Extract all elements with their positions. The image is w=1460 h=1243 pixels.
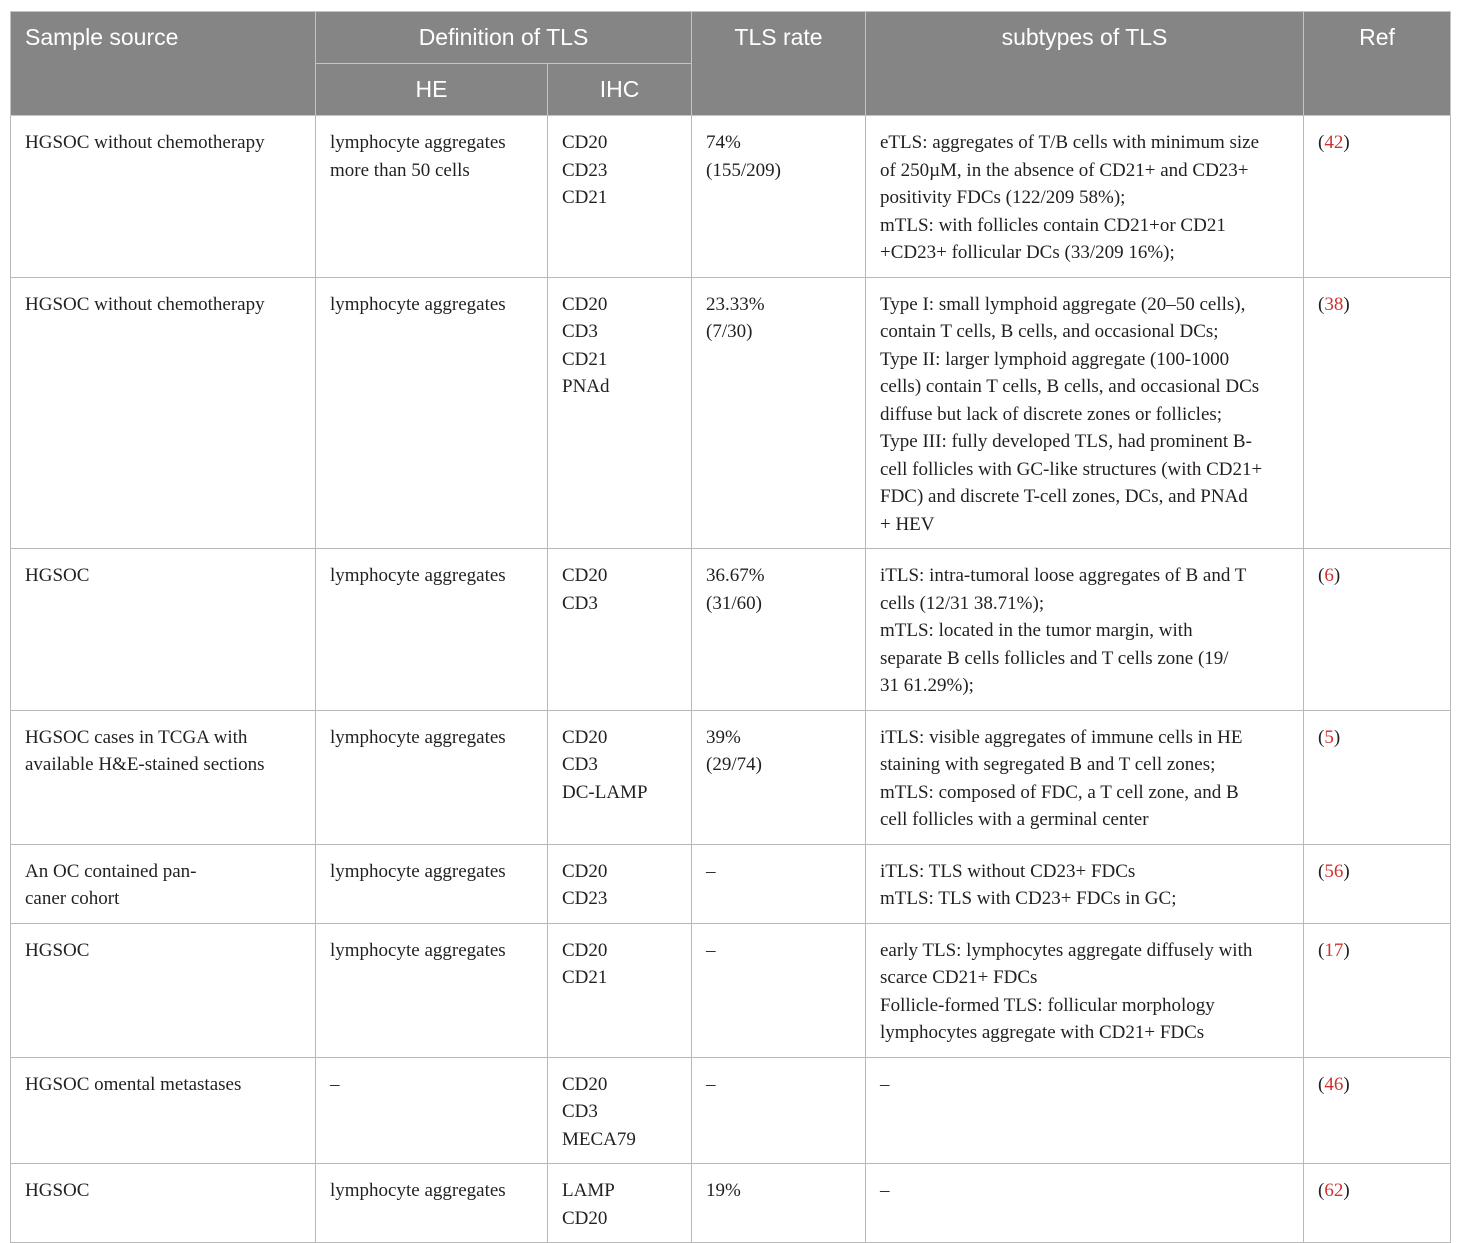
cell-he (316, 710, 548, 844)
text-line: lymphocyte aggregates (330, 726, 506, 748)
text-line: iTLS: intra-tumoral loose aggregates of B and T (880, 565, 1247, 586)
cell-sample-source (11, 710, 316, 844)
text-line: – (330, 1073, 340, 1095)
text-line: Follicle-formed TLS: follicular morphology (880, 994, 1215, 1016)
text-line: eTLS: aggregates of T/B cells with minimum size (880, 132, 1260, 153)
text-line: – (706, 860, 716, 882)
text-line: mTLS: composed of FDC, a T cell zone, and B (880, 781, 1239, 803)
cell-sample-source (11, 844, 316, 923)
text-line: cell follicles with GC-like structures (with CD21+ (880, 458, 1263, 480)
text-line: iTLS: TLS without CD23+ FDCs (880, 860, 1136, 882)
table-row (11, 923, 1451, 1057)
cell-sample-source (11, 277, 316, 549)
reference-link[interactable]: 38 (1324, 293, 1344, 315)
text-line: CD20 (562, 1073, 608, 1095)
text-line: CD20 (562, 565, 608, 586)
text-line: (29/74) (706, 754, 762, 775)
text-line: – (880, 1073, 890, 1095)
cell-subtypes (866, 923, 1304, 1057)
text-line: diffuse but lack of discrete zones or follicles; (880, 403, 1223, 425)
text-line: cells (12/31 38.71%); (880, 592, 1045, 614)
cell-sample-source (11, 549, 316, 711)
text-line: (7/30) (706, 321, 753, 342)
text-line: cell follicles with a germinal center (880, 809, 1149, 830)
text-line: LAMP (562, 1180, 615, 1201)
cell-subtypes (866, 549, 1304, 711)
cell-he (316, 923, 548, 1057)
text-line: HGSOC without chemotherapy (25, 293, 265, 315)
text-line: mTLS: located in the tumor margin, with (880, 620, 1193, 641)
cell-ref: (17) (1304, 923, 1451, 1057)
cell-sample-source (11, 1164, 316, 1243)
table-row (11, 549, 1451, 711)
cell-tls-rate (692, 923, 866, 1057)
cell-ref: (56) (1304, 844, 1451, 923)
text-line: contain T cells, B cells, and occasional DCs; (880, 321, 1219, 342)
text-line: lymphocyte aggregates (330, 132, 506, 153)
text-line: +CD23+ follicular DCs (33/209 16%); (880, 242, 1175, 263)
text-line: CD21 (562, 967, 608, 988)
cell-ihc (548, 1164, 692, 1243)
header-he: HE (316, 64, 548, 116)
reference-link[interactable]: 17 (1324, 939, 1344, 961)
cell-subtypes (866, 1057, 1304, 1164)
text-line: (31/60) (706, 592, 762, 614)
text-line: + HEV (880, 513, 935, 535)
text-line: iTLS: visible aggregates of immune cells in HE (880, 726, 1243, 748)
cell-ihc (548, 1057, 692, 1164)
cell-tls-rate (692, 1057, 866, 1164)
cell-sample-source (11, 116, 316, 278)
header-sample-source: Sample source (11, 12, 316, 116)
text-line: An OC contained pan- (25, 860, 197, 882)
text-line: lymphocyte aggregates (330, 293, 506, 315)
text-line: PNAd (562, 376, 610, 397)
text-line: CD20 (562, 132, 608, 153)
reference-link[interactable]: 5 (1324, 726, 1334, 748)
reference-link[interactable]: 46 (1324, 1073, 1344, 1095)
text-line: CD20 (562, 726, 608, 748)
text-line: staining with segregated B and T cell zones; (880, 754, 1216, 775)
text-line: mTLS: TLS with CD23+ FDCs in GC; (880, 888, 1177, 909)
text-line: – (706, 939, 716, 961)
cell-subtypes (866, 116, 1304, 278)
cell-ihc (548, 923, 692, 1057)
table-header (11, 12, 1451, 116)
text-line: available H&E-stained sections (25, 754, 265, 775)
text-line: CD20 (562, 293, 608, 315)
cell-tls-rate (692, 549, 866, 711)
text-line: early TLS: lymphocytes aggregate diffusely with (880, 939, 1253, 961)
text-line: 23.33% (706, 293, 765, 315)
table-row (11, 277, 1451, 549)
text-line: positivity FDCs (122/209 58%); (880, 187, 1126, 208)
cell-tls-rate (692, 1164, 866, 1243)
header-tls-rate: TLS rate (692, 12, 866, 116)
text-line: HGSOC (25, 565, 90, 586)
text-line: DC-LAMP (562, 781, 648, 803)
cell-ref: (62) (1304, 1164, 1451, 1243)
cell-ref: (38) (1304, 277, 1451, 549)
cell-subtypes (866, 277, 1304, 549)
cell-tls-rate (692, 710, 866, 844)
text-line: (155/209) (706, 159, 781, 181)
table-row (11, 1164, 1451, 1243)
table-row (11, 710, 1451, 844)
cell-ihc (548, 549, 692, 711)
text-line: – (706, 1073, 716, 1095)
text-line: lymphocyte aggregates (330, 939, 506, 961)
cell-he (316, 1164, 548, 1243)
cell-sample-source (11, 1057, 316, 1164)
tls-table (10, 11, 1451, 1243)
cell-ihc (548, 710, 692, 844)
text-line: 74% (706, 132, 741, 153)
text-line: lymphocyte aggregates (330, 860, 506, 882)
header-subtypes: subtypes of TLS (866, 12, 1304, 116)
text-line: caner cohort (25, 888, 120, 909)
cell-ihc (548, 277, 692, 549)
reference-link[interactable]: 6 (1324, 565, 1334, 586)
cell-tls-rate (692, 844, 866, 923)
table-row (11, 116, 1451, 278)
text-line: 36.67% (706, 565, 765, 586)
text-line: separate B cells follicles and T cells zone (19/ (880, 647, 1229, 669)
cell-subtypes (866, 844, 1304, 923)
table-row (11, 844, 1451, 923)
text-line: CD21 (562, 348, 608, 370)
text-line: CD3 (562, 321, 598, 342)
cell-he (316, 1057, 548, 1164)
text-line: FDC) and discrete T-cell zones, DCs, and PNAd (880, 486, 1248, 507)
text-line: more than 50 cells (330, 159, 470, 181)
text-line: HGSOC (25, 939, 90, 961)
text-line: CD20 (562, 939, 608, 961)
header-ihc: IHC (548, 64, 692, 116)
text-line: – (880, 1180, 890, 1201)
text-line: HGSOC without chemotherapy (25, 132, 265, 153)
cell-tls-rate (692, 277, 866, 549)
text-line: CD21 (562, 187, 608, 208)
text-line: lymphocytes aggregate with CD21+ FDCs (880, 1022, 1205, 1043)
text-line: CD20 (562, 860, 608, 882)
cell-subtypes (866, 1164, 1304, 1243)
text-line: 31 61.29%); (880, 675, 974, 696)
text-line: lymphocyte aggregates (330, 1180, 506, 1201)
text-line: HGSOC (25, 1180, 90, 1201)
cell-sample-source (11, 923, 316, 1057)
cell-subtypes (866, 710, 1304, 844)
text-line: 19% (706, 1180, 741, 1201)
reference-link[interactable]: 42 (1324, 132, 1344, 153)
table-row (11, 1057, 1451, 1164)
text-line: CD23 (562, 888, 608, 909)
text-line: 39% (706, 726, 741, 748)
text-line: HGSOC omental metastases (25, 1073, 242, 1095)
cell-he (316, 277, 548, 549)
cell-ref: (5) (1304, 710, 1451, 844)
table-body (11, 116, 1451, 1243)
cell-he (316, 844, 548, 923)
text-line: mTLS: with follicles contain CD21+or CD21 (880, 214, 1226, 236)
header-definition: Definition of TLS (316, 12, 692, 64)
text-line: CD20 (562, 1207, 608, 1229)
text-line: Type I: small lymphoid aggregate (20–50 cells), (880, 293, 1246, 315)
cell-ref: (42) (1304, 116, 1451, 278)
text-line: MECA79 (562, 1128, 636, 1150)
text-line: CD3 (562, 592, 598, 614)
header-ref: Ref (1304, 12, 1451, 116)
text-line: scarce CD21+ FDCs (880, 967, 1038, 988)
text-line: Type II: larger lymphoid aggregate (100-1000 (880, 348, 1230, 370)
cell-tls-rate (692, 116, 866, 278)
cell-ref: (46) (1304, 1057, 1451, 1164)
reference-link[interactable]: 62 (1324, 1180, 1344, 1201)
cell-ihc (548, 116, 692, 278)
text-line: of 250µM, in the absence of CD21+ and CD23+ (880, 159, 1249, 181)
text-line: cells) contain T cells, B cells, and occasional DCs (880, 376, 1260, 397)
cell-he (316, 549, 548, 711)
cell-ref: (6) (1304, 549, 1451, 711)
text-line: HGSOC cases in TCGA with (25, 726, 248, 748)
cell-ihc (548, 844, 692, 923)
text-line: lymphocyte aggregates (330, 565, 506, 586)
cell-he (316, 116, 548, 278)
reference-link[interactable]: 56 (1324, 860, 1344, 882)
text-line: CD3 (562, 754, 598, 775)
text-line: Type III: fully developed TLS, had prominent B- (880, 431, 1252, 452)
text-line: CD23 (562, 159, 608, 181)
text-line: CD3 (562, 1101, 598, 1122)
